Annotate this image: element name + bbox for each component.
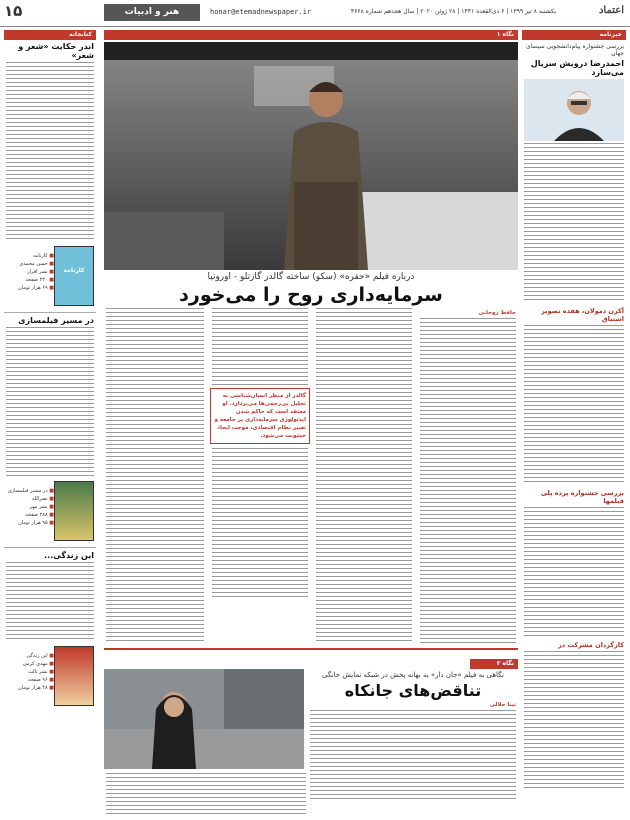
news-subhead: کارگردان مشرکت در <box>558 641 624 649</box>
book-detail: ■ ۹۵ هزار تومان <box>6 519 54 527</box>
news-body-text <box>524 507 624 637</box>
section-email[interactable]: honar@etemadnewspaper.ir <box>210 8 312 16</box>
pull-quote: گالدر از منظر انسان‌شناسی به تحلیل بی‌رحمی‌ها می‌پردازد. او معتقد است که حاکم شدن ایدئولوژی سرمایه‌داری بر جامعه و تغییر نظام اقتصادی، موجب ایجاد خشونت می‌شود. <box>210 388 310 444</box>
book-detail: ■ ۲۳۰ صفحه <box>6 276 54 284</box>
issue-line: یکشنبه ۸ تیر ۱۳۹۹ | ۶ ذی‌القعده ۱۴۴۱ | ۲۸ ژوئن ۲۰۲۰ | سال هجدهم شماره ۴۶۶۸ <box>350 8 556 15</box>
book-detail: ■ در مسیر فیلمسازی <box>6 487 54 495</box>
column-tag: خبرنامه <box>522 30 626 40</box>
book-detail: ■ نصرالله <box>6 495 54 503</box>
book-cover <box>54 646 94 706</box>
divider <box>4 547 96 548</box>
story-column <box>104 308 206 643</box>
film-scene-illustration <box>104 669 304 769</box>
second-story-text <box>106 773 306 817</box>
story-tag: نگاه ۲ <box>470 659 518 669</box>
story-tag: نگاه ۱ <box>104 30 518 40</box>
portrait-illustration <box>524 79 624 141</box>
news-body-text <box>524 143 624 303</box>
review-headline: اندر حکایت «شعر و شعر» <box>18 42 94 60</box>
section-rule <box>104 648 518 650</box>
story-column <box>314 308 414 643</box>
second-story-text-area <box>308 669 518 802</box>
film-still-photo <box>104 42 518 270</box>
news-kicker: بررسی جشنواره پیام‌دانشجویی سینمای جهان <box>526 43 624 57</box>
book-detail: ■ ۹۶ صفحه <box>6 676 54 684</box>
story-text <box>420 318 516 643</box>
book-info <box>6 481 94 543</box>
page-number: ۱۵ <box>4 2 23 20</box>
second-story-kicker: نگاهی به فیلم «جان دار» به بهانه پخش در شبکه نمایش خانگی <box>322 671 504 679</box>
newspaper-logo: اعتماد <box>598 5 624 16</box>
story-byline: حافظ روحانی <box>478 310 516 316</box>
book-cover-title: کارنامه <box>63 267 85 274</box>
second-story-byline: تینا جلالی <box>489 702 516 708</box>
book-info <box>6 246 94 308</box>
second-story-text <box>310 710 516 802</box>
book-info <box>6 646 94 708</box>
news-body-text <box>524 651 624 791</box>
book-detail: ■ نشر افراز <box>6 268 54 276</box>
book-detail: ■ این زندگی <box>6 652 54 660</box>
story-body <box>104 308 518 648</box>
review-body-text <box>6 327 94 477</box>
story-column <box>418 308 518 643</box>
book-detail: ■ نشر مهر <box>6 503 54 511</box>
book-detail: ■ ۶۹ هزار تومان <box>6 284 54 292</box>
story-text <box>212 308 308 388</box>
book-cover <box>54 246 94 306</box>
book-details <box>6 252 54 292</box>
book-detail: ■ مهدی کرمی <box>6 660 54 668</box>
portrait-photo <box>524 79 624 141</box>
news-body-text <box>524 325 624 485</box>
divider <box>4 312 96 313</box>
review-body-text <box>6 62 94 242</box>
book-cover <box>54 481 94 541</box>
book-detail: ■ نشر ثالث <box>6 668 54 676</box>
book-detail: ■ کارنامه <box>6 252 54 260</box>
main-column <box>104 30 518 818</box>
review-body-text <box>6 562 94 642</box>
review-headline: این زندگی... <box>44 551 94 560</box>
story-text <box>106 308 204 643</box>
book-detail: ■ ۲۸۸ صفحه <box>6 511 54 519</box>
news-subhead: بررسی جشنواره پرده پلی فیلمها <box>540 489 624 505</box>
book-detail: ■ حسن محمدی <box>6 260 54 268</box>
second-story <box>104 669 518 817</box>
story-text <box>316 308 412 643</box>
story-kicker: درباره فیلم «حفره» (سکو) ساخته گالدر گازتلو - اوروتیا <box>207 272 415 282</box>
column-tag: کتابخانه <box>4 30 96 40</box>
story-text <box>212 448 308 598</box>
book-details <box>6 652 54 692</box>
news-subhead: آکرن دمولان، هفده تصویر اشتیاق <box>541 307 624 323</box>
book-detail: ■ ۴۸ هزار تومان <box>6 684 54 692</box>
story-column <box>210 308 310 598</box>
right-column <box>522 30 626 818</box>
film-scene-photo <box>104 669 304 769</box>
book-details <box>6 487 54 527</box>
section-label: هنر و ادبیات <box>104 4 200 21</box>
second-story-title: تناقض‌های جانکاه <box>344 681 482 700</box>
review-headline: در مسیر فیلمسازی <box>18 316 94 325</box>
news-headline: احمدرضا درویش سریال می‌سازد <box>530 59 624 77</box>
story-title: سرمایه‌داری روح را می‌خورد <box>179 284 443 306</box>
masthead <box>0 0 630 27</box>
left-column <box>4 30 96 818</box>
film-still-illustration <box>104 42 518 270</box>
